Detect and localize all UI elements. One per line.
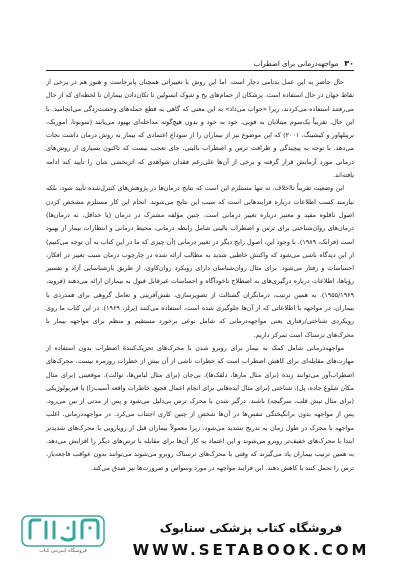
paragraph-1: حال حاضر به این عمل بدنامی دچار است. اما این روش با تغییراتی همچنان پابرجاست و هنوز هم در برخی از نقاط جهان در حال استفاده است. پزشکان از حمام‌های یخ و شوک انسولین تا تکان‌دادن بیماران تا لحظه‌ای که از حال می‌رفتند استفاده می‌کردند، زیرا «جواب می‌داد» به این معنی که گاهی به قطع حمله‌های وحشت‌زدگی می‌انجامید. با این حال، تقریباً یک‌سوم مبتلایان به فوبی، خود به خود و بدون هیچ‌گونه مداخله‌ای بهبود می‌یابند (سوبوتا، اموریک، برینلهاور و کیشینگ، ۲۰۰۱) که این موضوع نیز از بیماران را از سوداع اعتمادی که بیمار به روش درمان داشت نجات می‌دهد. با توجه به پیچیدگی و ظرافت ترس و اضطراب بالینی، جای تعجب نیست که تاکنون بسیاری از روش‌های درمانی مورد آزمایش قرار گرفته و برخی از آن‌ها علی‌رغم فقدان شواهدی که اثربخشی شان را تأیید کند ادامه یافته‌اند. (46, 78, 354, 180)
header-rule (46, 70, 354, 71)
store-url[interactable]: WWW.SETABOOK.COM (132, 541, 370, 559)
running-title: مواجهه‌درمانی برای اضطراب (253, 60, 339, 68)
logo-subtitle: فروشگاه اینترنتی کتاب (39, 548, 87, 554)
page-number: ۳۰ (344, 59, 354, 68)
setabook-logo[interactable] (20, 508, 106, 552)
setabook-logo-mark (20, 508, 106, 548)
running-header (46, 50, 354, 68)
body-text (46, 76, 354, 506)
paragraph-3: مواجهه‌درمانی شامل کمک به بیمار برای روبرو شدن با محرک‌های تحریک‌کنندهٔ اضطراب بدون استفاده از مهارت‌های مقابله‌ای برای کاهش اضطراب است که خطرات ناشی از آن بیش از خطرات روزمره نیست. محرک‌های اضطراب‌آور می‌توانند زنده (برای مثال مارها، دلقک‌ها)، بی‌جان (برای مثال لباس‌ها، توالت)، موقعیتی (برای مثال مکان شلوغ جاده، پل)، شناختی (برای مثال ایده‌هایی برای انجام اعمال فجیع، خاطرات واقعه آسیب‌زا) یا فیزیولوژیکی (برای مثال تپش قلب، سرگیجه) باشند. درگیر شدن با محرک ترس بی‌دلیل می‌شود و پس از مدتی از بین می‌رود. پس از مواجهه بدون برانگیختگی تنفس‌ها در آن‌ها شخص از چنین کاری اجتناب می‌کرد. در مواجهه‌درمانی، اغلب مواجهه با محرک در طول زمان به تدریج تشدید می‌شود، زیرا معمولاً بیماران قبل از رویارویی با محرک‌های شدیدتر ابتدا با محرک‌های خفیف‌تر روبرو می‌شوند و این اعتماد به کار آن‌ها برای مقابله با ترس‌های دیگر را افزایش می‌دهد. به همین ترتیب بیماران یاد می‌گیرند که وقتی با محرک‌های ترسناک روبرو می‌شوند می‌توانند بدون عواقب فاجعه‌بار، ترس را تحمل کنند یا کاهش دهند. این فرایند مواجهه در مورد وسواس و ضرورت‌ها نیز صدق می‌کند. (46, 343, 354, 472)
paragraph-2: این وضعیت تقریباً تا‌اخلاف، نه تنها مستلزم این است که نتایج درمان‌ها در پژوهش‌های کنترل‌شده تأیید شود، بلکه نیازمند کسب اطلاعات درباره فرایندهایی است که سبب این نتایج می‌شوند. انجام این کار مستلزم مشخص کردن اصول ناقلوه مفید و معتبر درباره تغییر درمانی است. چنین مؤلفه مشترک در درمان (یا حداقل، نه درمان‌ها) درمان‌های روان‌شناختی برای ترس و اضطراب بالینی شامل رابطه درمانی، محیط درمانی و انتظارات بیمار از بهبود است (فرانک، ۱۹۸۹). با وجود این، اصول رایج دیگر در تغییر درمانی (آن چیزی که ما در این کتاب به آن توجه می‌کنیم) از این دیدگاه ناشی می‌شود که واکنش خاطبی شدید به مطالب ارائه شده در چارچوب درمان سبب تغییر در افکار، احساسات و رفتار می‌شود. برای مثال روان‌شناسان دارای رویکرد روان‌کاوی، از طریق بازشناسایی آزاد و تفسیر رؤیاها، اطلاعات درباره درگیری‌های به اصطلاح ناخودآگاه و احساسات غیرقابل قبول به بیماران ارائه می‌دهند (فروید، ۱۹۵۵/۱۹۶۹). به همین ترتیب، درمانگران گشتالت از تصویرسازی، نقش‌آفرینی و تعامل گروهی برای همدردی با بیماران، در مواجهه با اطلاعاتی که از آن‌ها جلوگیری شده است، استفاده می‌کنند (پرلز، ۱۹۶۹). در این کتاب ما روی رویکردی شناختی/رفتاری یعنی مواجهه‌درمانی که شامل نوعی برخورد مستقیم و منظم برای مواجهه بیمار با محرک‌های ترسناک است تمرکز داریم. (46, 184, 354, 339)
store-name: فروشگاه کتاب پزشکی ستابوک (159, 521, 343, 535)
